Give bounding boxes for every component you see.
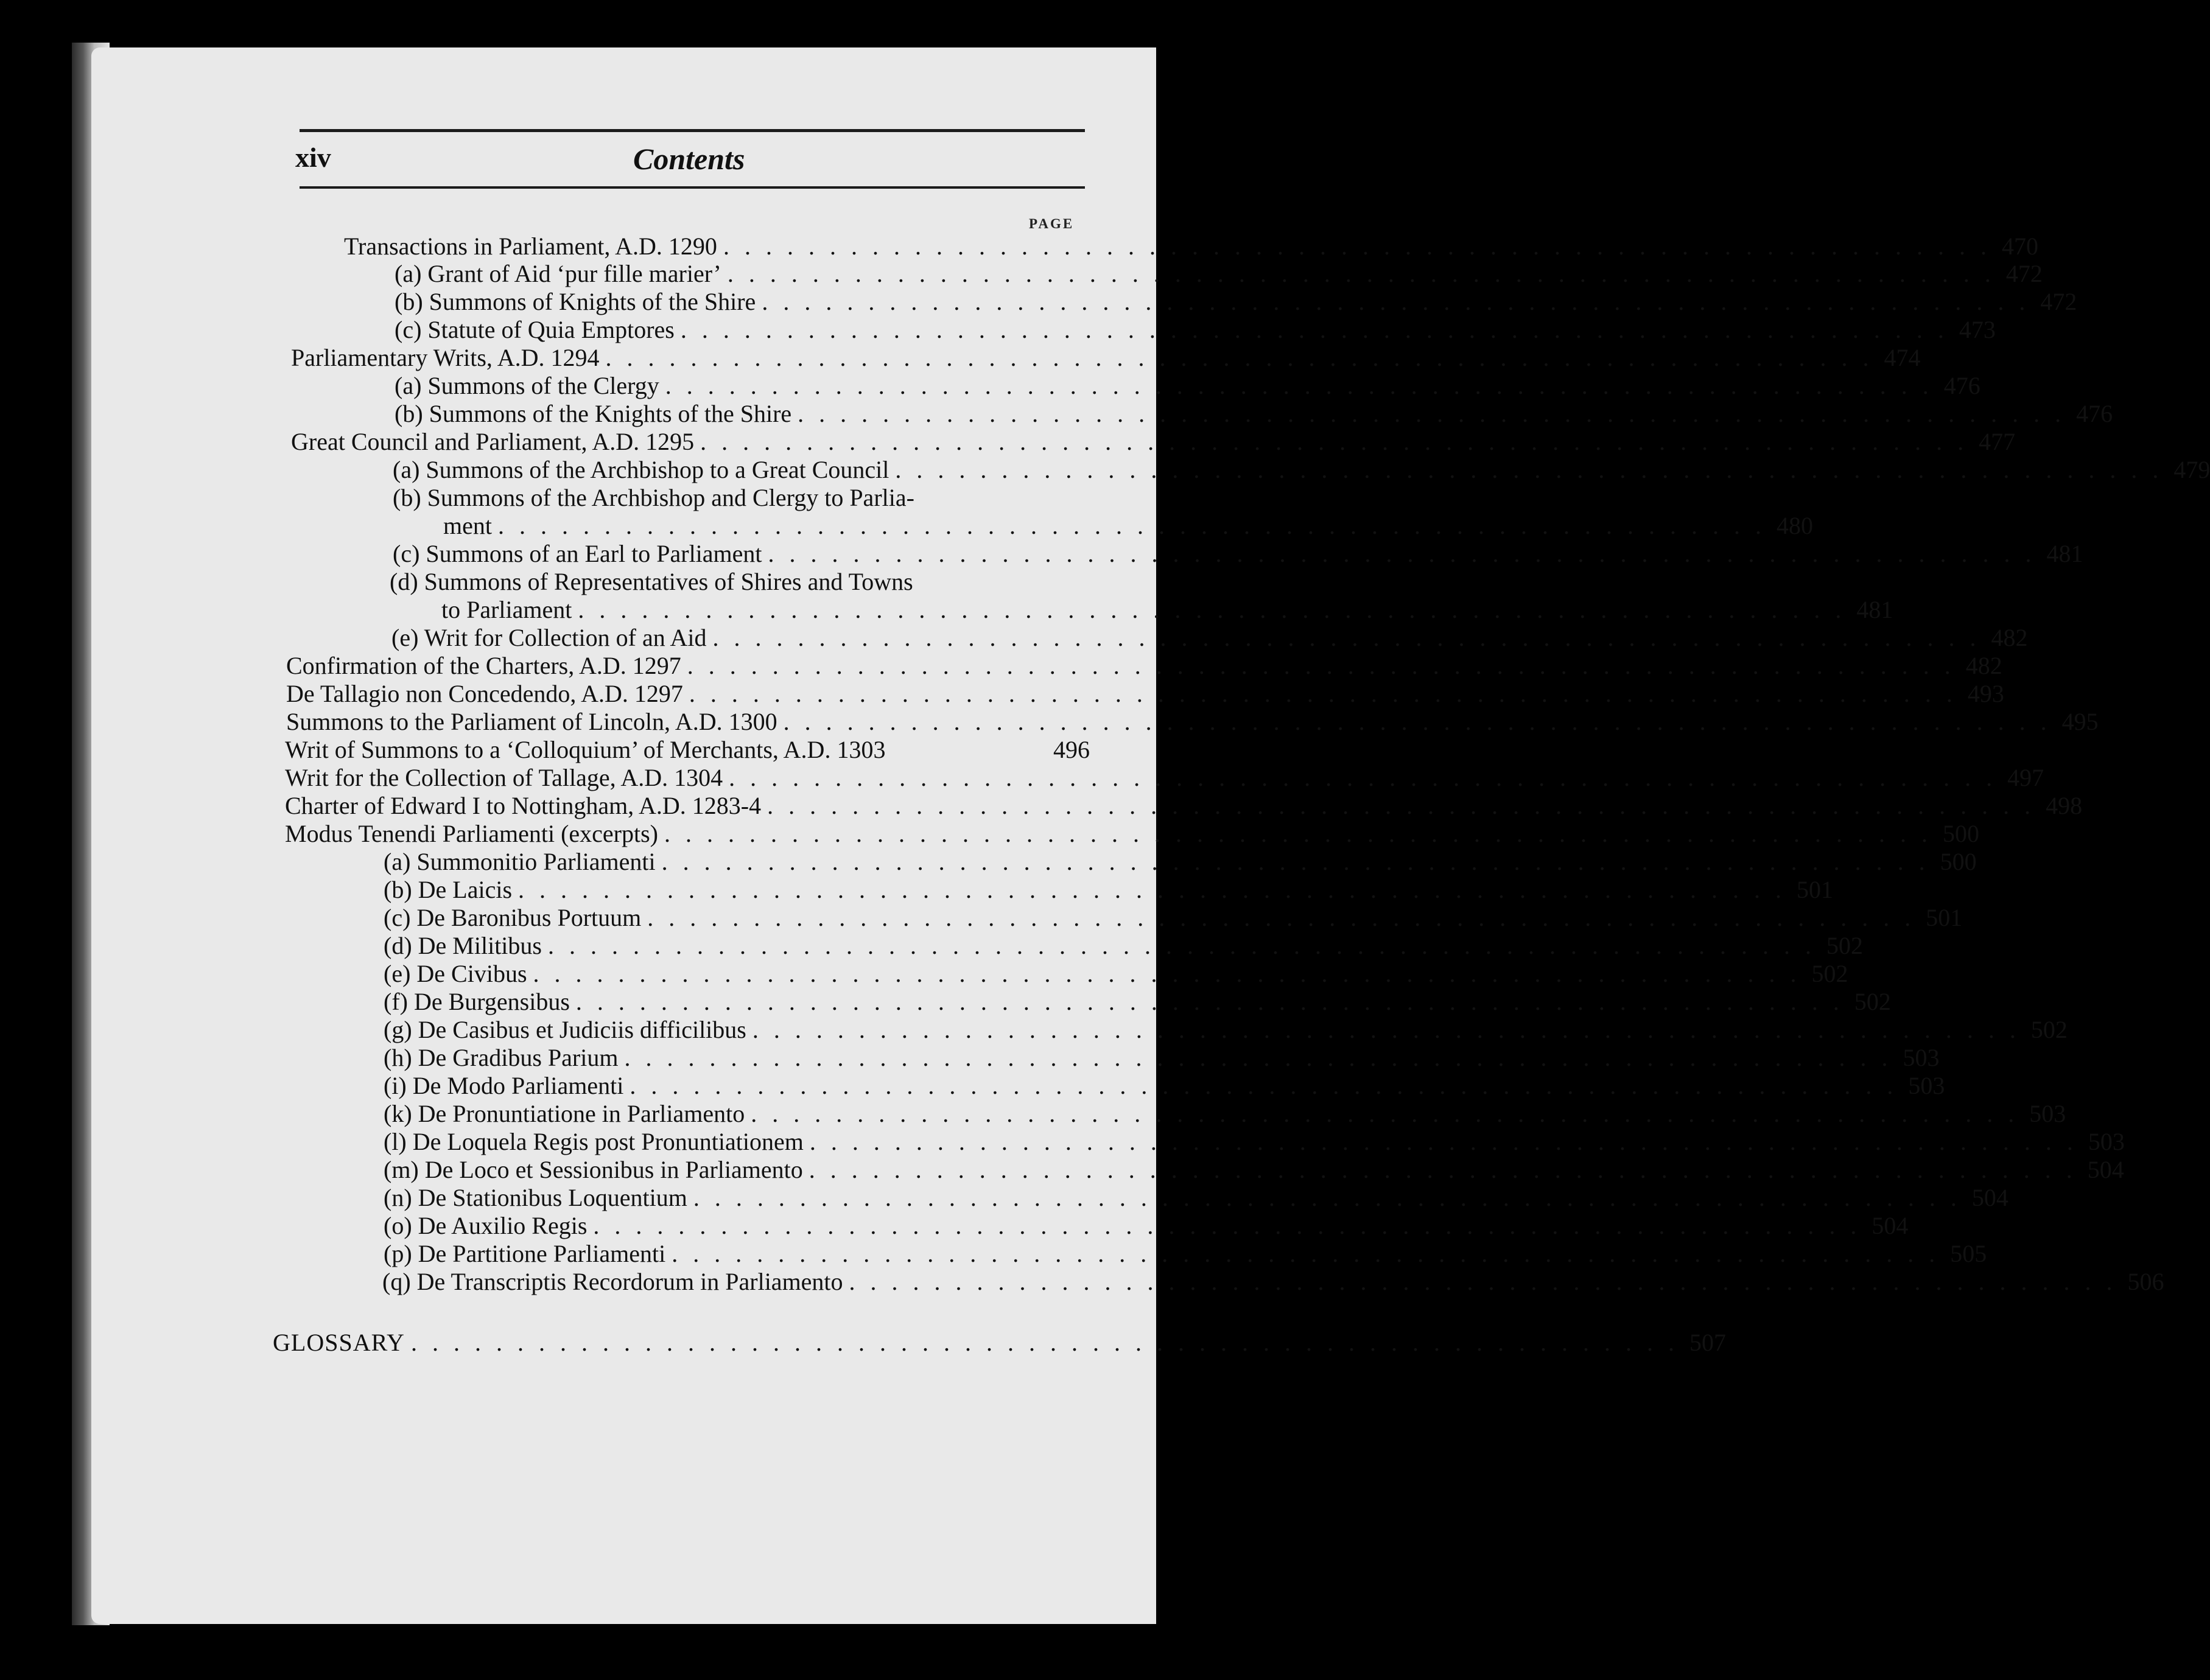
toc-entry xyxy=(395,316,1996,344)
toc-entry-page: 500 xyxy=(1942,820,1979,847)
toc-entry-title: (c) De Baronibus Portuum xyxy=(384,904,642,931)
dot-leader: ............................................................ xyxy=(693,1184,1972,1211)
dot-leader: ............................................................ xyxy=(605,344,1884,371)
toc-entry-title: (b) Summons of Knights of the Shire xyxy=(395,288,756,315)
toc-entry-title: (f) De Burgensibus xyxy=(384,988,570,1015)
toc-entry-title: (e) Writ for Collection of an Aid xyxy=(391,624,707,651)
dot-leader: ............................................................ xyxy=(518,876,1797,903)
toc-entry-title: ment xyxy=(443,512,492,539)
dot-leader: ............................................................ xyxy=(578,596,1857,623)
toc-entry xyxy=(384,1044,1940,1072)
toc-entry-title: (l) De Loquela Regis post Pronuntiationem xyxy=(384,1128,804,1155)
toc-entry xyxy=(441,596,1893,624)
toc-entry-title: Great Council and Parliament, A.D. 1295 xyxy=(291,428,695,455)
toc-entry xyxy=(384,1156,2124,1184)
toc-entry-page: 501 xyxy=(1926,904,1963,931)
toc-entry-page: 473 xyxy=(1959,316,1996,343)
dot-leader: ............................................................ xyxy=(687,652,1966,679)
dot-leader: ............................................................ xyxy=(798,400,2077,427)
toc-entry-page: 504 xyxy=(2087,1156,2124,1183)
toc-entry-page: 479 xyxy=(2173,456,2210,483)
dot-leader: ............................................................ xyxy=(624,1044,1903,1071)
dot-leader: ............................................................ xyxy=(809,1128,2088,1155)
toc-entry-page: 472 xyxy=(2005,260,2043,287)
toc-entry xyxy=(291,344,1921,372)
dot-leader: ............................................................ xyxy=(723,233,2002,260)
dot-leader: ............................................................ xyxy=(664,820,1943,847)
toc-entry-title: (b) Summons of the Archbishop and Clergy to Parlia- xyxy=(393,484,914,511)
toc-entry xyxy=(391,624,2028,652)
dot-leader: ............................................................ xyxy=(665,372,1944,399)
toc-entry xyxy=(395,400,2113,428)
toc-entry-title: Writ for the Collection of Tallage, A.D. 1304 xyxy=(285,764,723,791)
toc-entry-title: (m) De Loco et Sessionibus in Parliamento xyxy=(384,1156,803,1183)
toc-entry-title: (o) De Auxilio Regis xyxy=(384,1212,588,1239)
toc-entry-page: 476 xyxy=(2076,400,2113,427)
toc-entry-page: 503 xyxy=(1903,1044,1940,1071)
toc-entry xyxy=(443,512,1813,540)
toc-entry xyxy=(384,848,1977,876)
toc-entry-title: Confirmation of the Charters, A.D. 1297 xyxy=(286,652,681,679)
dot-leader: ............................................................ xyxy=(895,456,2174,483)
toc-entry-page: 480 xyxy=(1776,512,1813,539)
dot-leader: ............................................................ xyxy=(700,428,1979,455)
toc-entry-title: Parliamentary Writs, A.D. 1294 xyxy=(291,344,600,371)
toc-entry-title: (n) De Stationibus Loquentium xyxy=(384,1184,687,1211)
toc-entry xyxy=(273,1329,1726,1357)
toc-entry-page: 502 xyxy=(2030,1016,2068,1043)
toc-entry-title: GLOSSARY xyxy=(273,1329,405,1356)
running-title: Contents xyxy=(633,142,745,176)
toc-entry-page: 477 xyxy=(1979,428,2016,455)
toc-entry xyxy=(285,820,1979,848)
toc-entry-title: (a) Grant of Aid ‘pur fille marier’ xyxy=(395,260,721,287)
toc-entry-title: Writ of Summons to a ‘Colloquium’ of Merchants, A.D. 1303 xyxy=(285,736,886,763)
toc-entry-page: 500 xyxy=(1940,848,1977,875)
toc-entry-page: 496 xyxy=(1053,736,1090,763)
toc-entry-title: (a) Summonitio Parliamenti xyxy=(384,848,656,875)
dot-leader: ............................................................ xyxy=(783,708,2062,735)
toc-entry xyxy=(384,904,1963,932)
dot-leader: ............................................................ xyxy=(661,848,1940,875)
toc-entry-page: 498 xyxy=(2046,792,2083,819)
toc-entry-page: 504 xyxy=(1971,1184,2008,1211)
toc-entry-page: 507 xyxy=(1689,1329,1726,1356)
toc-entry-title: (p) De Partitione Parliamenti xyxy=(384,1240,666,1267)
toc-entry-title: De Tallagio non Concedendo, A.D. 1297 xyxy=(286,680,683,707)
dot-leader: ............................................................ xyxy=(410,1329,1689,1356)
toc-entry xyxy=(384,1100,2066,1128)
toc-entry-title: (b) Summons of the Knights of the Shire xyxy=(395,400,792,427)
toc-entry xyxy=(286,680,2004,708)
toc-entry xyxy=(384,1072,1945,1100)
dot-leader: ............................................................ xyxy=(849,1268,2128,1295)
toc-entry-title: Transactions in Parliament, A.D. 1290 xyxy=(344,233,717,260)
dot-leader: ............................................................ xyxy=(729,764,2008,791)
toc-entry xyxy=(384,960,1848,988)
toc-entry-page: 497 xyxy=(2007,764,2044,791)
toc-entry-title: (b) De Laicis xyxy=(384,876,513,903)
dot-leader: ............................................................ xyxy=(680,316,1959,343)
toc-entry xyxy=(393,456,2210,484)
toc-entry-page: 503 xyxy=(2088,1128,2125,1155)
dot-leader: ............................................................ xyxy=(630,1072,1909,1099)
toc-entry-page: 482 xyxy=(1991,624,2028,651)
dot-leader: ............................................................ xyxy=(533,960,1812,987)
dot-leader: ............................................................ xyxy=(767,792,2046,819)
toc-entry-page: 476 xyxy=(1943,372,1980,399)
toc-entry-page: 472 xyxy=(2040,288,2077,315)
toc-entry xyxy=(384,1128,2125,1156)
toc-entry-title: (a) Summons of the Archbishop to a Great Council xyxy=(393,456,889,483)
toc-entry xyxy=(384,932,1863,960)
toc-entry-page: 503 xyxy=(2029,1100,2066,1127)
dot-leader: ............................................................ xyxy=(689,680,1968,707)
toc-entry xyxy=(395,288,2077,316)
toc-entry-title: (a) Summons of the Clergy xyxy=(395,372,659,399)
toc-entry-title: (g) De Casibus et Judiciis difficilibus xyxy=(384,1016,746,1043)
toc-entry xyxy=(390,568,1090,596)
toc-entry xyxy=(384,1212,1909,1240)
toc-entry-title: Charter of Edward I to Nottingham, A.D. 1283-4 xyxy=(285,792,762,819)
toc-entry-title: (d) De Militibus xyxy=(384,932,542,959)
dot-leader: ............................................................ xyxy=(575,988,1854,1015)
toc-entry xyxy=(291,428,2016,456)
toc-entry xyxy=(395,260,2043,288)
toc-entry-page: 501 xyxy=(1797,876,1834,903)
toc-entry-page: 503 xyxy=(1908,1072,1945,1099)
toc-entry-title: Summons to the Parliament of Lincoln, A.D. 1300 xyxy=(286,708,777,735)
dot-leader: ............................................................ xyxy=(727,260,2006,287)
dot-leader: ............................................................ xyxy=(497,512,1777,539)
toc-entry-page: 495 xyxy=(2061,708,2099,735)
page-folio: xiv xyxy=(295,142,331,173)
toc-entry-page: 502 xyxy=(1826,932,1863,959)
toc-entry-page: 481 xyxy=(2046,540,2083,567)
toc-entry-title: (h) De Gradibus Parium xyxy=(384,1044,619,1071)
toc-entry-title: (c) Summons of an Earl to Parliament xyxy=(393,540,762,567)
toc-entry-title: (i) De Modo Parliamenti xyxy=(384,1072,624,1099)
page-column-heading: PAGE xyxy=(1029,216,1075,231)
toc-entry-title: (q) De Transcriptis Recordorum in Parliamento xyxy=(382,1268,843,1295)
toc-entry xyxy=(393,540,2083,568)
toc-entry-page: 504 xyxy=(1871,1212,1909,1239)
toc-entry xyxy=(384,876,1834,904)
toc-entry xyxy=(395,372,1980,400)
toc-entry xyxy=(285,792,2083,820)
toc-entry-page: 505 xyxy=(1950,1240,1987,1267)
toc-entry xyxy=(285,764,2044,792)
toc-entry-title: (c) Statute of Quia Emptores xyxy=(395,316,675,343)
dot-leader: ............................................................ xyxy=(647,904,1926,931)
toc-entry-page: 506 xyxy=(2127,1268,2164,1295)
toc-entry-title: to Parliament xyxy=(441,596,572,623)
dot-leader: ............................................................ xyxy=(593,1212,1872,1239)
dot-leader: ............................................................ xyxy=(768,540,2047,567)
dot-leader: ............................................................ xyxy=(752,1016,2031,1043)
toc-entry-page: 474 xyxy=(1884,344,1921,371)
toc-entry xyxy=(285,736,1090,764)
dot-leader: ............................................................ xyxy=(712,624,1991,651)
toc-entry-page: 482 xyxy=(1965,652,2002,679)
toc-entry xyxy=(286,708,2099,736)
dot-leader: ............................................................ xyxy=(762,288,2041,315)
toc-entry xyxy=(384,1016,2068,1044)
dot-leader: ............................................................ xyxy=(751,1100,2030,1127)
toc-entry-title: Modus Tenendi Parliamenti (excerpts) xyxy=(285,820,658,847)
toc-entry xyxy=(286,652,2002,680)
dot-leader: ............................................................ xyxy=(547,932,1826,959)
toc-entry-page: 493 xyxy=(1967,680,2004,707)
toc-entry-title: (d) Summons of Representatives of Shires and Towns xyxy=(390,568,913,595)
dot-leader: ............................................................ xyxy=(672,1240,1951,1267)
toc-entry xyxy=(344,233,2038,261)
toc-entry xyxy=(393,484,1090,512)
toc-entry-page: 470 xyxy=(2001,233,2038,260)
toc-entry-page: 481 xyxy=(1856,596,1893,623)
toc-entry xyxy=(384,1240,1987,1268)
toc-entry-title: (e) De Civibus xyxy=(384,960,527,987)
toc-entry-title: (k) De Pronuntiatione in Parliamento xyxy=(384,1100,745,1127)
dot-leader: ............................................................ xyxy=(809,1156,2088,1183)
toc-entry-page: 502 xyxy=(1854,988,1891,1015)
toc-entry xyxy=(384,988,1891,1016)
toc-entry xyxy=(384,1184,2008,1212)
toc-entry-page: 502 xyxy=(1811,960,1848,987)
toc-entry xyxy=(382,1268,2164,1296)
